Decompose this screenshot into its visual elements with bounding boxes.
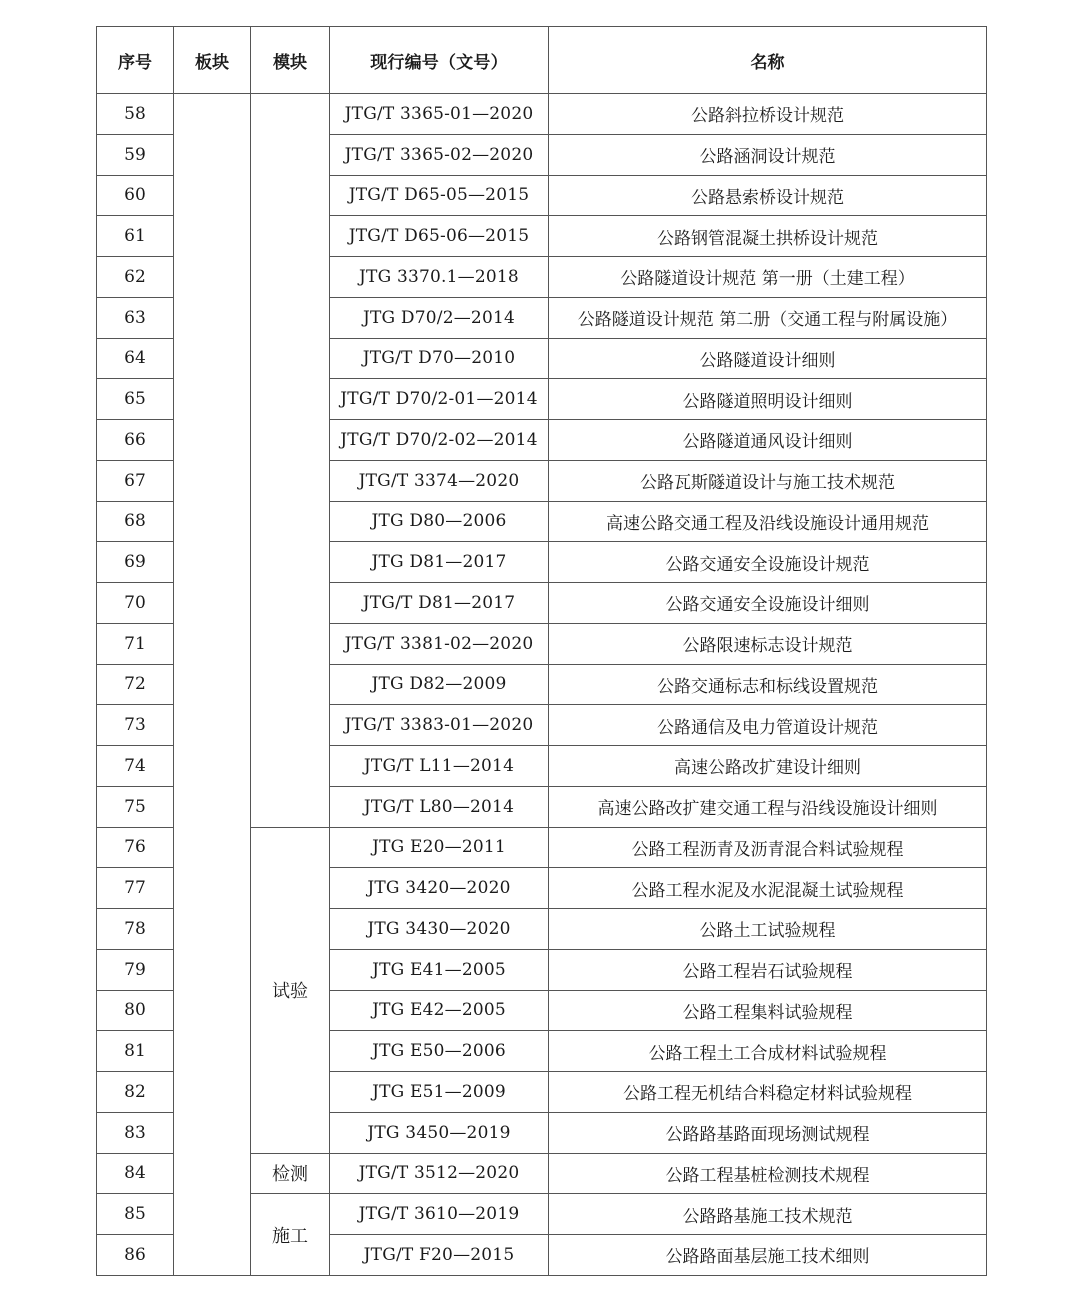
cell-seq: 64 [97,338,174,379]
cell-code: JTG 3450—2019 [330,1112,549,1153]
cell-name: 公路交通安全设施设计细则 [549,583,987,624]
cell-name: 公路路基施工技术规范 [549,1194,987,1235]
cell-code: JTG/T D65-06—2015 [330,216,549,257]
cell-seq: 75 [97,786,174,827]
cell-name: 公路隧道设计细则 [549,338,987,379]
cell-code: JTG/T 3365-01—2020 [330,94,549,135]
cell-code: JTG/T 3610—2019 [330,1194,549,1235]
standards-table [96,26,987,1276]
cell-name: 高速公路交通工程及沿线设施设计通用规范 [549,501,987,542]
cell-seq: 84 [97,1153,174,1194]
cell-name: 公路工程沥青及沥青混合料试验规程 [549,827,987,868]
cell-module-inspect: 检测 [251,1153,330,1194]
cell-name: 公路土工试验规程 [549,909,987,950]
cell-code: JTG/T L80—2014 [330,786,549,827]
header-module: 模块 [251,27,330,94]
cell-seq: 76 [97,827,174,868]
cell-seq: 69 [97,542,174,583]
cell-seq: 85 [97,1194,174,1235]
table-row [97,94,987,135]
cell-seq: 80 [97,990,174,1031]
cell-name: 公路悬索桥设计规范 [549,175,987,216]
cell-name: 公路瓦斯隧道设计与施工技术规范 [549,460,987,501]
cell-board-empty [174,94,251,1276]
cell-code: JTG 3420—2020 [330,868,549,909]
cell-name: 高速公路改扩建设计细则 [549,746,987,787]
header-seq: 序号 [97,27,174,94]
cell-seq: 71 [97,623,174,664]
cell-name: 公路涵洞设计规范 [549,134,987,175]
cell-seq: 79 [97,949,174,990]
cell-seq: 77 [97,868,174,909]
cell-code: JTG/T L11—2014 [330,746,549,787]
cell-name: 公路工程基桩检测技术规程 [549,1153,987,1194]
cell-name: 公路工程岩石试验规程 [549,949,987,990]
cell-code: JTG/T D70/2-02—2014 [330,420,549,461]
cell-seq: 60 [97,175,174,216]
cell-code: JTG/T D81—2017 [330,583,549,624]
cell-seq: 67 [97,460,174,501]
header-board: 板块 [174,27,251,94]
cell-seq: 66 [97,420,174,461]
cell-seq: 65 [97,379,174,420]
cell-seq: 62 [97,257,174,298]
header-name: 名称 [549,27,987,94]
cell-code: JTG 3430—2020 [330,909,549,950]
cell-name: 公路路面基层施工技术细则 [549,1235,987,1276]
cell-code: JTG/T D70—2010 [330,338,549,379]
cell-seq: 68 [97,501,174,542]
cell-name: 公路路基路面现场测试规程 [549,1112,987,1153]
cell-name: 公路工程集料试验规程 [549,990,987,1031]
cell-code: JTG D81—2017 [330,542,549,583]
cell-name: 公路斜拉桥设计规范 [549,94,987,135]
cell-seq: 74 [97,746,174,787]
cell-code: JTG/T F20—2015 [330,1235,549,1276]
cell-code: JTG/T 3374—2020 [330,460,549,501]
table-body [97,94,987,1276]
cell-code: JTG E41—2005 [330,949,549,990]
cell-module-test: 试验 [251,827,330,1153]
cell-name: 公路交通安全设施设计规范 [549,542,987,583]
cell-code: JTG E20—2011 [330,827,549,868]
cell-seq: 81 [97,1031,174,1072]
cell-code: JTG 3370.1—2018 [330,257,549,298]
cell-seq: 70 [97,583,174,624]
cell-name: 公路限速标志设计规范 [549,623,987,664]
cell-seq: 78 [97,909,174,950]
cell-code: JTG E50—2006 [330,1031,549,1072]
cell-module-empty [251,94,330,828]
cell-code: JTG/T D70/2-01—2014 [330,379,549,420]
cell-name: 公路钢管混凝土拱桥设计规范 [549,216,987,257]
cell-seq: 72 [97,664,174,705]
cell-name: 公路隧道照明设计细则 [549,379,987,420]
cell-code: JTG/T 3512—2020 [330,1153,549,1194]
cell-seq: 83 [97,1112,174,1153]
cell-seq: 63 [97,297,174,338]
cell-name: 公路工程土工合成材料试验规程 [549,1031,987,1072]
cell-seq: 86 [97,1235,174,1276]
cell-code: JTG E42—2005 [330,990,549,1031]
cell-name: 公路隧道设计规范 第二册（交通工程与附属设施） [549,297,987,338]
cell-name: 公路工程无机结合料稳定材料试验规程 [549,1072,987,1113]
cell-code: JTG/T 3381-02—2020 [330,623,549,664]
cell-name: 公路隧道设计规范 第一册（土建工程） [549,257,987,298]
cell-code: JTG E51—2009 [330,1072,549,1113]
cell-name: 公路隧道通风设计细则 [549,420,987,461]
header-code: 现行编号（文号） [330,27,549,94]
header-row [97,27,987,94]
cell-seq: 58 [97,94,174,135]
cell-code: JTG/T 3365-02—2020 [330,134,549,175]
cell-name: 公路交通标志和标线设置规范 [549,664,987,705]
cell-seq: 61 [97,216,174,257]
cell-code: JTG/T D65-05—2015 [330,175,549,216]
cell-name: 公路工程水泥及水泥混凝土试验规程 [549,868,987,909]
cell-name: 高速公路改扩建交通工程与沿线设施设计细则 [549,786,987,827]
cell-module-construct: 施工 [251,1194,330,1276]
cell-code: JTG D80—2006 [330,501,549,542]
cell-code: JTG/T 3383-01—2020 [330,705,549,746]
cell-name: 公路通信及电力管道设计规范 [549,705,987,746]
cell-code: JTG D82—2009 [330,664,549,705]
cell-seq: 73 [97,705,174,746]
cell-seq: 59 [97,134,174,175]
cell-code: JTG D70/2—2014 [330,297,549,338]
cell-seq: 82 [97,1072,174,1113]
